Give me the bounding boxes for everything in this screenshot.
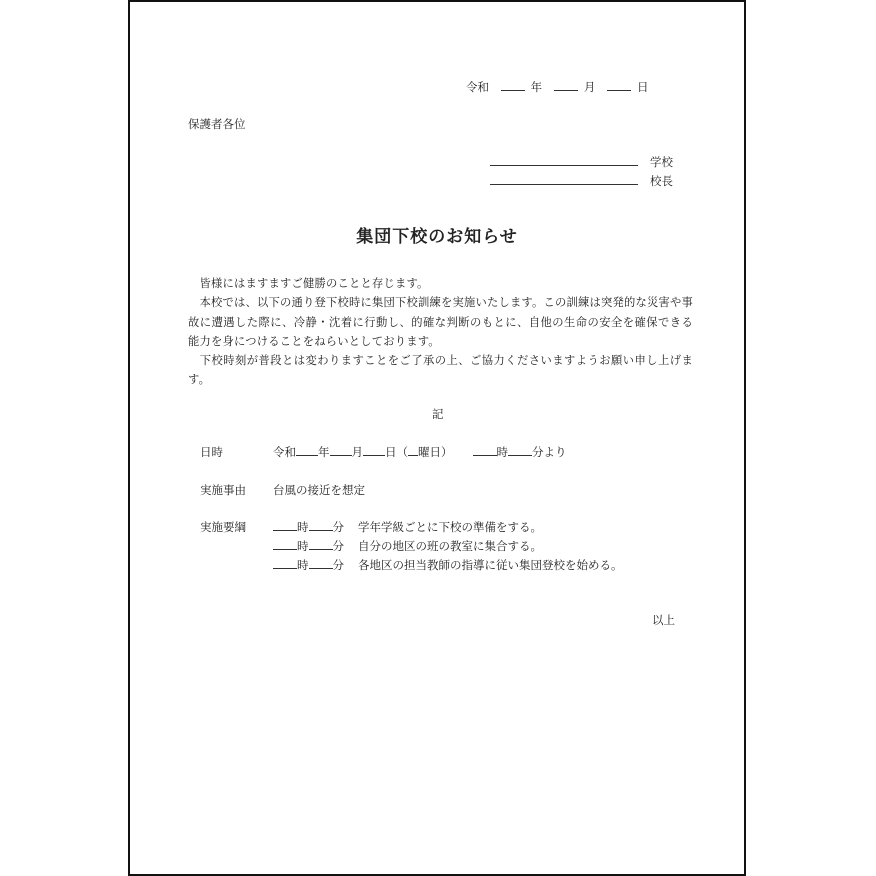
dt-day-blank <box>363 444 385 456</box>
greeting-paragraph <box>188 274 693 293</box>
step-minute-blank <box>309 557 333 569</box>
body-text <box>188 274 693 390</box>
datetime-era: 令和 <box>273 445 296 459</box>
principal-name-blank <box>490 173 638 185</box>
document-title: 集団下校のお知らせ <box>356 227 518 247</box>
step-hour: 時 <box>297 520 309 534</box>
sender-school-line <box>490 154 673 169</box>
paragraph-1 <box>188 293 693 351</box>
date-line <box>466 79 648 94</box>
reason-value: 台風の接近を想定 <box>273 483 365 497</box>
step-text: 学年学級ごとに下校の準備をする。 <box>358 520 542 534</box>
datetime-weekday: 曜日） <box>418 445 453 459</box>
procedure-step <box>273 538 542 554</box>
procedure-label: 実施要綱 <box>200 520 246 534</box>
day-blank <box>607 79 631 91</box>
date-era: 令和 <box>466 80 489 94</box>
step-hour-blank <box>273 557 297 569</box>
month-blank <box>554 79 578 91</box>
step-hour-blank <box>273 519 297 531</box>
dt-minute-blank <box>508 444 532 456</box>
dt-hour-blank <box>473 444 497 456</box>
date-day: 日 <box>636 80 649 94</box>
date-month: 月 <box>583 80 596 94</box>
datetime-minute-from: 分より <box>532 445 567 459</box>
step-text: 各地区の担当教師の指導に従い集団登校を始める。 <box>358 558 623 572</box>
paragraph-1-text: 本校では、以下の通り登下校時に集団下校訓練を実施いたします。この訓練は突発的な災害や事故に遭遇した際に、冷静・沈着に行動し、的確な判断のもとに、自他の生命の安全を確保できる能力を身につけることをねらいとしております。 <box>188 296 693 348</box>
step-minute: 分 <box>332 520 344 534</box>
paragraph-2-text: 下校時刻が普段とは変わりますことをご了承の上、ご協力くださいますようお願い申し上げます。 <box>188 354 693 387</box>
procedure-step <box>273 557 623 573</box>
step-minute-blank <box>309 538 333 550</box>
sender-principal: 校長 <box>650 174 673 188</box>
datetime-value <box>273 444 567 460</box>
datetime-day: 日（ <box>385 445 408 459</box>
paragraph-2 <box>188 351 693 390</box>
recipient: 保護者各位 <box>188 117 246 131</box>
datetime-month: 月 <box>351 445 363 459</box>
procedure-step <box>273 519 542 535</box>
step-hour: 時 <box>297 558 309 572</box>
datetime-label: 日時 <box>200 445 223 459</box>
datetime-year: 年 <box>318 445 330 459</box>
datetime-hour: 時 <box>496 445 508 459</box>
greeting-text: 皆様にはますますご健勝のことと存じます。 <box>199 277 429 290</box>
school-name-blank <box>490 154 638 166</box>
document-page <box>128 0 746 876</box>
dt-weekday-blank <box>408 444 418 456</box>
step-minute: 分 <box>332 539 344 553</box>
year-blank <box>501 79 525 91</box>
step-minute-blank <box>309 519 333 531</box>
reason-label: 実施事由 <box>200 483 246 497</box>
step-hour-blank <box>273 538 297 550</box>
ki-heading: 記 <box>432 407 444 421</box>
dt-year-blank <box>296 444 318 456</box>
step-text: 自分の地区の班の教室に集合する。 <box>358 539 542 553</box>
sender-school: 学校 <box>650 155 673 169</box>
sender-principal-line <box>490 173 673 188</box>
closing: 以上 <box>652 613 675 627</box>
date-year: 年 <box>530 80 543 94</box>
dt-month-blank <box>330 444 352 456</box>
step-minute: 分 <box>332 558 344 572</box>
step-hour: 時 <box>297 539 309 553</box>
